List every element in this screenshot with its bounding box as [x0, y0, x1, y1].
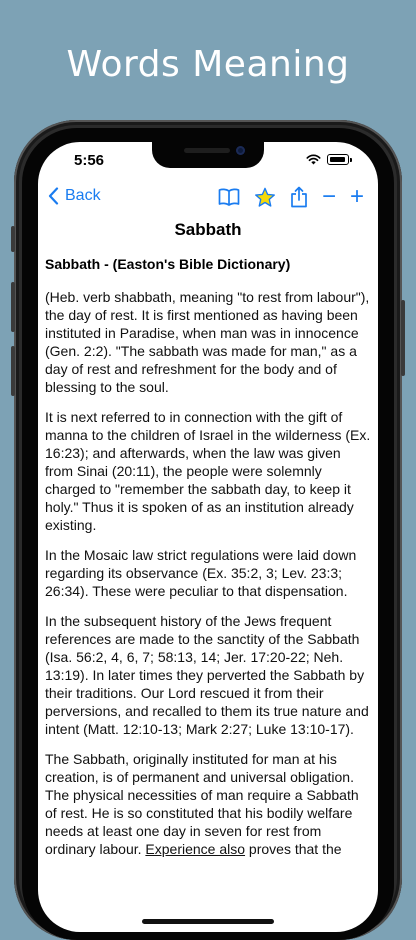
nav-bar — [38, 182, 378, 218]
volume-up-button — [11, 282, 15, 332]
article-paragraph: In the Mosaic law strict regulations were laid down regarding its observance (Ex. 35:2, 3; Lev. 23:3; 26:34). These were peculiar to that dispensation. — [45, 547, 357, 599]
article-paragraph: It is next referred to in connection with the gift of manna to the children of Israel in the wilderness (Ex. 16:23); and afterwards, when the law was given from Sinai (20:11), the people were solemnly charged to "remember the sabbath day, to keep it holy." Thus it is spoken of as an institution already existing. — [45, 409, 371, 533]
status-time: 5:56 — [74, 152, 105, 169]
power-button — [401, 300, 405, 376]
wifi-icon — [306, 154, 321, 165]
speaker — [184, 148, 230, 153]
zoom-out-button[interactable]: − — [321, 183, 336, 210]
article-paragraph: (Heb. verb shabbath, meaning "to rest from labour"), the day of rest. It is first mentioned as having been instituted in Paradise, when man was in innocence (Gen. 2:2). "The sabbath was made for man," as a day of rest and refreshment for the body and of blessing to the soul. — [45, 289, 370, 395]
status-icons — [306, 154, 352, 165]
article-paragraph: In the subsequent history of the Jews frequent references are made to the sanctity of the Sabbath (Isa. 56:2, 4, 6, 7; 58:13, 14; Jer. 17:20-22; Neh. 13:19). In later times they perverted the Sabbath by their traditions. Our Lord rescued it from their perversions, and recalled to them its true nature and intent (Matt. 12:10-13; Mark 2:27; Luke 13:10-17). — [45, 613, 369, 737]
article-title: Sabbath — [174, 220, 242, 239]
underlined-text: Experience also — [145, 841, 246, 857]
share-button[interactable] — [290, 186, 308, 208]
article-content — [45, 218, 371, 858]
favorite-button[interactable] — [254, 187, 276, 208]
book-icon — [218, 188, 240, 206]
mute-switch — [11, 226, 15, 252]
zoom-in-button[interactable]: + — [349, 183, 364, 210]
back-button[interactable] — [48, 187, 101, 205]
camera — [236, 146, 245, 155]
chevron-left-icon — [48, 187, 59, 205]
book-button[interactable] — [218, 188, 240, 206]
phone-screen — [38, 142, 378, 932]
battery-icon — [327, 154, 349, 165]
nav-actions — [204, 183, 364, 210]
article-source: Sabbath - (Easton's Bible Dictionary) — [45, 256, 291, 272]
paragraph-text: proves that the — [245, 841, 342, 857]
star-icon — [254, 187, 276, 208]
article-paragraph-last — [45, 750, 371, 858]
battery-cap — [350, 158, 352, 162]
home-indicator — [142, 919, 274, 924]
share-icon — [290, 186, 308, 208]
paragraph-text: The Sabbath, originally instituted for man at his creation, is of permanent and universal obligation. The physical necessities of man require a Sabbath of rest. He is so constituted that his bodily welfare needs at least one day in seven for rest from ordinary labour. — [45, 751, 359, 857]
promo-title: Words Meaning — [66, 44, 350, 85]
notch — [152, 142, 264, 168]
volume-down-button — [11, 346, 15, 396]
back-label: Back — [65, 187, 101, 204]
